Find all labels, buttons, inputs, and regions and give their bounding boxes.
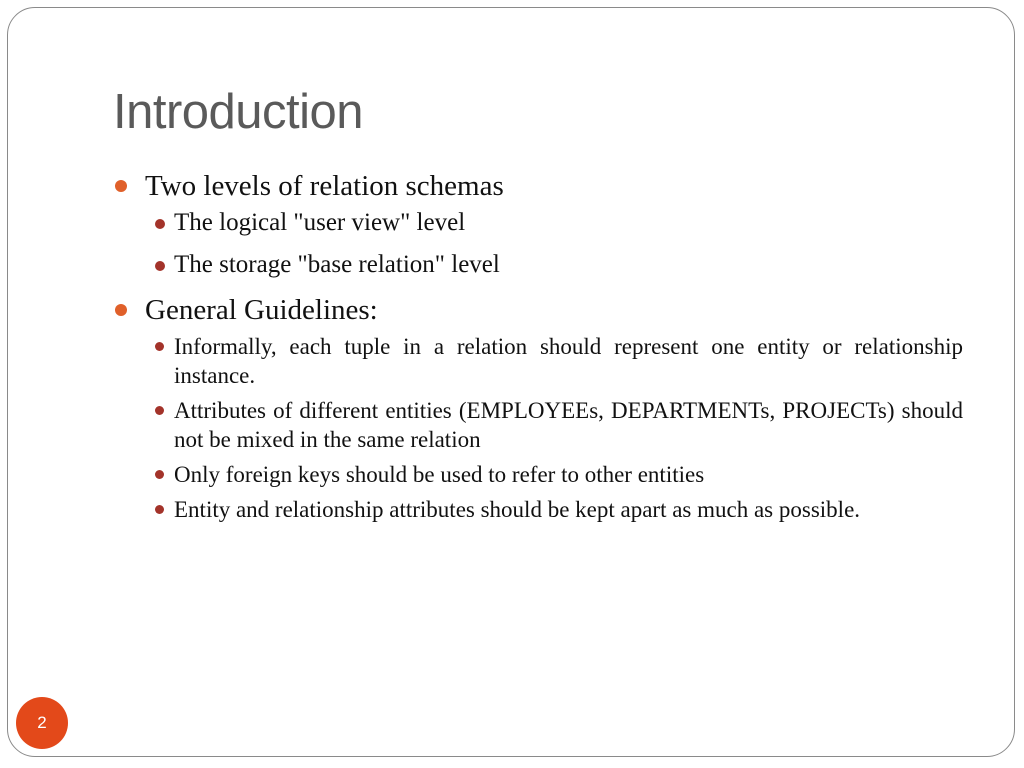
bullet-text: Two levels of relation schemas — [145, 170, 504, 202]
sub-bullet-dot-icon — [155, 406, 164, 415]
slide-title: Introduction — [113, 85, 364, 139]
sub-bullet-item — [145, 250, 963, 280]
sub-bullet-item — [145, 460, 963, 489]
sub-bullet-dot-icon — [155, 219, 165, 229]
bullet-dot-icon — [115, 304, 127, 316]
bullet-item — [113, 292, 963, 524]
bullet-list — [113, 168, 963, 524]
sub-bullet-dot-icon — [155, 342, 164, 351]
sub-bullet-text: The storage "base relation" level — [174, 251, 500, 278]
sub-bullet-item — [145, 332, 963, 390]
sub-bullet-item — [145, 208, 963, 238]
sub-bullet-dot-icon — [155, 261, 165, 271]
sub-bullet-dot-icon — [155, 470, 164, 479]
bullet-text: General Guidelines: — [145, 294, 378, 326]
sub-bullet-text: Attributes of different entities (EMPLOYEEs, DEPARTMENTs, PROJECTs) should not be mixed in the same relation — [174, 398, 963, 452]
page-number-badge: 2 — [16, 697, 68, 749]
sub-bullet-list — [145, 332, 963, 524]
sub-bullet-text: Only foreign keys should be used to refer to other entities — [174, 462, 705, 487]
sub-bullet-text: Informally, each tuple in a relation should represent one entity or relationship instance. — [174, 334, 963, 388]
slide-content — [113, 168, 963, 530]
sub-bullet-item — [145, 495, 963, 524]
bullet-dot-icon — [115, 180, 127, 192]
sub-bullet-item — [145, 396, 963, 454]
sub-bullet-text: The logical "user view" level — [174, 209, 466, 236]
sub-bullet-list — [145, 208, 963, 280]
bullet-item — [113, 168, 963, 280]
sub-bullet-dot-icon — [155, 505, 164, 514]
sub-bullet-text: Entity and relationship attributes should be kept apart as much as possible. — [174, 497, 861, 522]
